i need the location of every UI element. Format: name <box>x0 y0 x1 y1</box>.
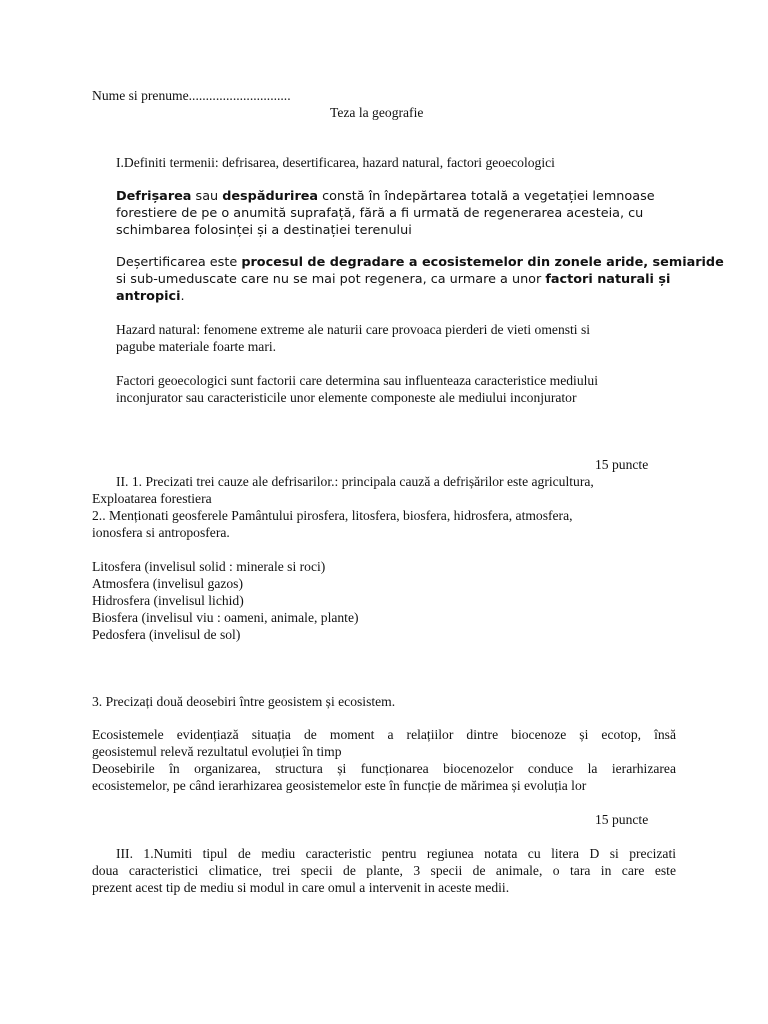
definition-defrisarea <box>116 188 655 239</box>
question-2-3: 3. Precizați două deosebiri între geosistem și ecosistem. <box>92 694 396 709</box>
defrisarea-line2: forestiere de pe o anumită suprafață, fără a fi urmată de regenerarea acesteia, cu <box>116 206 644 221</box>
term-despadurirea: despădurirea <box>222 189 319 204</box>
question-2-2-line2: ionosfera si antroposfera. <box>92 525 230 540</box>
hazard-line2: pagube materiale foarte mari. <box>116 339 277 354</box>
desertificarea-line1 <box>116 254 724 271</box>
desertificarea-line3 <box>116 288 724 305</box>
answer-2-3 <box>92 726 676 794</box>
spheres-list <box>92 558 359 643</box>
question-line: doua caracteristici climatice, trei specii de plante, 3 specii de animale, o tara in care este <box>92 863 676 878</box>
section1-heading: I.Definiti termenii: defrisarea, desertificarea, hazard natural, factori geoecologici <box>116 155 555 170</box>
hazard-line1: Hazard natural: fenomene extreme ale naturii care provoaca pierderi de vieti omensti si <box>116 322 591 337</box>
question-2-2-line1: 2.. Menționati geosferele Pamântului pirosfera, litosfera, biosfera, hidrosfera, atmosfera, <box>92 508 573 523</box>
points-section2: 15 puncte <box>595 812 649 827</box>
text-fragment: . <box>180 289 185 304</box>
list-item: Atmosfera (invelisul gazos) <box>92 576 243 591</box>
answer-line: Deosebirile în organizarea, structura și funcționarea biocenozelor conduce la ierarhizarea <box>92 761 676 776</box>
text-fragment: Deșertificarea este <box>116 255 242 270</box>
answer-line: geosistemul relevă rezultatul evoluției în timp <box>92 744 342 759</box>
factori-line1: Factori geoecologici sunt factorii care determina sau influenteaza caracteristice mediului <box>116 373 598 388</box>
answer-line: Ecosistemele evidențiază situația de moment a relațiilor dintre biocenoze și ecotop, însă <box>92 727 676 742</box>
question-2-1: II. 1. Precizati trei cauze ale defrisarilor.: principala cauză a defrișărilor este agricultura, <box>116 474 594 489</box>
factori-line2: inconjurator sau caracteristicile unor elemente componeste ale mediului inconjurator <box>116 390 577 405</box>
text-fragment: constă în îndepărtarea totală a vegetației lemnoase <box>318 189 655 204</box>
defrisarea-line3: schimbarea folosinței și a destinației terenului <box>116 223 412 238</box>
name-line: Nume si prenume.............................. <box>92 88 291 103</box>
bold-fragment: antropici <box>116 289 181 304</box>
bold-fragment: procesul de degradare a ecosistemelor din zonele aride, semiaride <box>241 255 724 270</box>
text-fragment: sau <box>191 189 223 204</box>
text-fragment: si sub-umeduscate care nu se mai pot regenera, ca urmare a unor <box>116 272 546 287</box>
answer-2-1: Exploatarea forestiera <box>92 491 212 506</box>
answer-line: ecosistemelor, pe când ierarhizarea geosistemelor este în funcție de mărimea și evoluția lor <box>92 778 587 793</box>
list-item: Biosfera (invelisul viu : oameni, animale, plante) <box>92 610 359 625</box>
page-title: Teza la geografie <box>330 105 424 120</box>
question-line: III. 1.Numiti tipul de mediu caracteristic pentru regiunea notata cu litera D si precizati <box>116 846 676 861</box>
list-item: Hidrosfera (invelisul lichid) <box>92 593 244 608</box>
question-line: prezent acest tip de mediu si modul in care omul a intervenit in aceste medii. <box>92 880 510 895</box>
bold-fragment: factori naturali și <box>545 272 671 287</box>
definition-hazard <box>116 321 590 355</box>
term-defrisarea: Defrișarea <box>116 189 192 204</box>
section3-question <box>92 845 676 896</box>
points-section1: 15 puncte <box>595 457 649 472</box>
defrisarea-line1 <box>116 188 655 205</box>
desertificarea-line2 <box>116 271 724 288</box>
definition-desertificarea <box>116 254 724 305</box>
list-item: Litosfera (invelisul solid : minerale si roci) <box>92 559 326 574</box>
list-item: Pedosfera (invelisul de sol) <box>92 627 241 642</box>
definition-factori <box>116 372 598 406</box>
